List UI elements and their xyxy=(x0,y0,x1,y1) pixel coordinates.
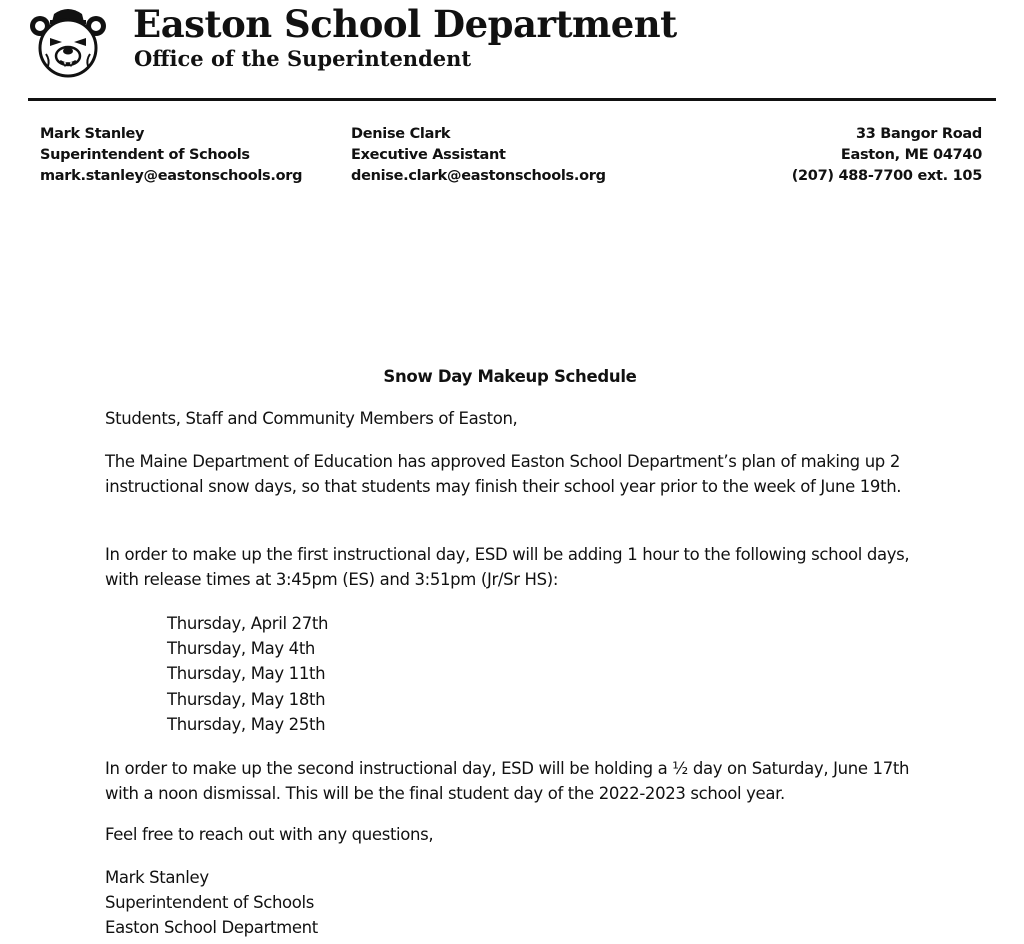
closing-line: Feel free to reach out with any questions, xyxy=(105,825,434,844)
makeup-dates-list xyxy=(167,611,328,737)
signature-block xyxy=(105,865,318,940)
contact-title: Executive Assistant xyxy=(351,147,506,163)
signature-title: Superintendent of Schools xyxy=(105,893,315,912)
makeup-date: Thursday, May 11th xyxy=(167,664,326,684)
signature-organization: Easton School Department xyxy=(105,918,318,937)
makeup-date: Thursday, May 4th xyxy=(167,639,316,659)
address-city: Easton, ME 04740 xyxy=(840,147,982,163)
contact-title: Superintendent of Schools xyxy=(40,147,250,163)
contact-address xyxy=(792,124,982,187)
makeup-date: Thursday, May 18th xyxy=(167,689,326,709)
paragraph-approval: The Maine Department of Education has approved Easton School Department’s plan of making up 2 instructional snow days, so that students may finish their school year prior to the week of June 19th. xyxy=(105,452,902,496)
office-name: Office of the Superintendent xyxy=(134,46,472,71)
contact-email[interactable]: mark.stanley@eastonschools.org xyxy=(40,168,303,184)
organization-name: Easton School Department xyxy=(133,2,677,46)
address-street: 33 Bangor Road xyxy=(855,126,982,142)
contact-email[interactable]: denise.clark@eastonschools.org xyxy=(351,168,606,184)
makeup-date: Thursday, April 27th xyxy=(167,614,329,633)
header-divider xyxy=(28,98,996,101)
contact-name: Denise Clark xyxy=(351,126,451,142)
paragraph-second-day: In order to make up the second instructional day, ESD will be holding a ½ day on Saturday, June 17th with a noon dismissal. This will be the final student day of the 2022-2023 school year. xyxy=(105,759,910,803)
signature-name: Mark Stanley xyxy=(105,868,209,887)
contact-superintendent xyxy=(40,124,302,187)
address-phone: (207) 488-7700 ext. 105 xyxy=(791,168,982,184)
bear-mascot-icon xyxy=(28,4,108,80)
contact-assistant xyxy=(351,124,606,187)
contact-name: Mark Stanley xyxy=(40,126,145,142)
paragraph-first-day: In order to make up the first instructional day, ESD will be adding 1 hour to the following school days, with release times at 3:45pm (ES) and 3:51pm (Jr/Sr HS): xyxy=(105,545,910,589)
makeup-date: Thursday, May 25th xyxy=(167,714,326,734)
letter-title: Snow Day Makeup Schedule xyxy=(383,367,637,386)
salutation: Students, Staff and Community Members of Easton, xyxy=(105,409,518,428)
